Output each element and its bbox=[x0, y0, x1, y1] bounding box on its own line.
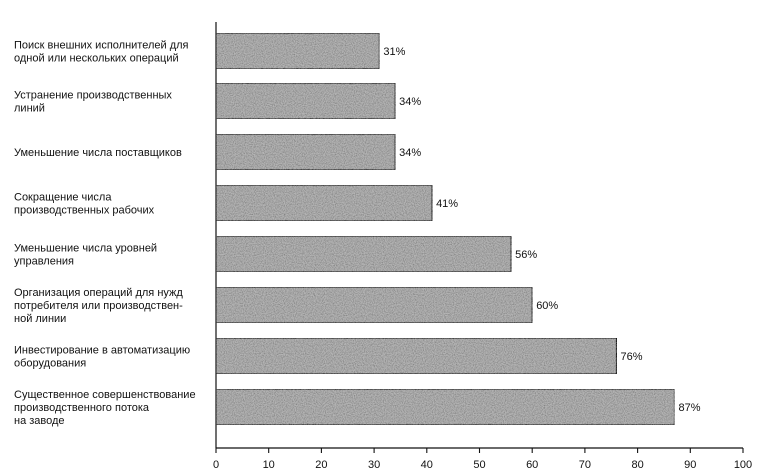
category-label: Инвестирование в автоматизацию bbox=[14, 344, 191, 357]
x-tick-label: 70 bbox=[578, 459, 592, 471]
x-tick-label: 50 bbox=[473, 459, 486, 471]
bar bbox=[216, 338, 617, 374]
x-tick-label: 80 bbox=[631, 459, 644, 471]
bars-group bbox=[216, 33, 674, 425]
value-label: 56% bbox=[515, 249, 538, 261]
x-tick-label: 20 bbox=[315, 459, 328, 471]
category-label: оборудования bbox=[14, 357, 87, 370]
category-label: линий bbox=[14, 102, 45, 115]
bar bbox=[216, 389, 674, 425]
value-label: 34% bbox=[399, 147, 422, 159]
category-label: Уменьшение числа поставщиков bbox=[14, 147, 182, 159]
value-label: 76% bbox=[620, 351, 643, 363]
category-label: на заводе bbox=[14, 415, 65, 427]
x-tick-label: 40 bbox=[420, 459, 433, 471]
bar bbox=[216, 287, 532, 323]
bar bbox=[216, 236, 511, 272]
x-tick-label: 0 bbox=[212, 459, 220, 471]
category-label: потребителя или производствен- bbox=[14, 300, 183, 312]
value-label: 34% bbox=[399, 96, 422, 108]
bar bbox=[216, 33, 379, 69]
value-label: 87% bbox=[678, 402, 701, 414]
category-label: Устранение производственных bbox=[14, 89, 172, 102]
category-label: Сокращение числа bbox=[14, 191, 112, 204]
value-label: 60% bbox=[536, 300, 559, 312]
value-label: 41% bbox=[436, 198, 459, 210]
value-label: 31% bbox=[383, 46, 406, 58]
category-label: Существенное совершенствование bbox=[14, 389, 196, 401]
x-tick-label: 60 bbox=[526, 459, 539, 471]
x-axis-ticks bbox=[213, 448, 752, 471]
category-label: производственного потока bbox=[14, 402, 150, 414]
x-tick-label: 90 bbox=[684, 459, 697, 471]
bar bbox=[216, 185, 432, 221]
bar bbox=[216, 134, 395, 170]
x-tick-label: 10 bbox=[262, 459, 275, 471]
category-label: ной линии bbox=[14, 313, 67, 325]
category-label: управления bbox=[14, 255, 74, 268]
category-label: Поиск внешних исполнителей для bbox=[14, 39, 189, 52]
category-label: производственных рабочих bbox=[14, 204, 155, 217]
bar bbox=[216, 83, 395, 119]
x-tick-label: 30 bbox=[367, 459, 381, 471]
category-label: Уменьшение числа уровней bbox=[14, 242, 158, 255]
x-tick-label: 100 bbox=[733, 459, 753, 471]
category-label: Организация операций для нужд bbox=[14, 287, 183, 299]
category-label: одной или нескольких операций bbox=[14, 52, 179, 65]
